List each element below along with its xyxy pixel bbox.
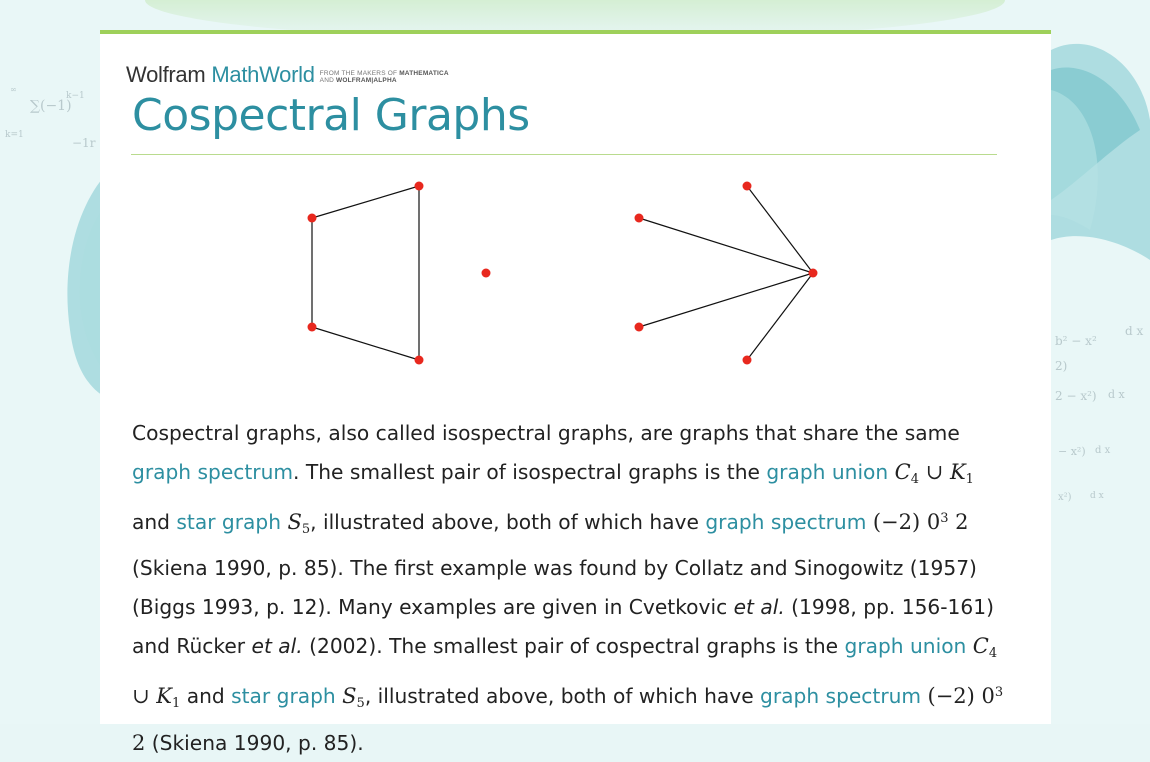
math-spectrum: (−2) $0^3$ 2: [872, 509, 969, 534]
bg-formula-sum-sup: k−1: [66, 91, 85, 101]
node-l2: [415, 182, 424, 191]
bg-formula-sum-top: ∞: [10, 85, 17, 94]
article-body: [132, 414, 1012, 762]
math-s5-2: $S_5$: [342, 683, 365, 711]
link-graph-union[interactable]: graph union: [766, 459, 889, 484]
article-card: [100, 30, 1051, 755]
edge-l3: [312, 327, 419, 360]
logo-mathworld: MathWorld: [211, 62, 315, 87]
edge-l1: [312, 186, 419, 218]
bg-formula-sum: ∑(−1): [30, 98, 72, 114]
edge-r1: [747, 186, 813, 273]
bg-formula-sum-bottom: k=1: [5, 130, 24, 140]
bg-formula-frag3: 2 − x²): [1055, 389, 1097, 403]
logo-tagline: [320, 70, 449, 84]
bg-formula-dx-4: d x: [1090, 491, 1104, 501]
math-c4-union-k1: $C_4$ ∪ $K_1$: [894, 459, 974, 487]
math-c4-union-k1-2: $C_4$ ∪ $K_1$: [132, 633, 998, 711]
cospectral-graphs-figure: [100, 164, 1051, 384]
body-s1: Cospectral graphs, also called isospectral graphs, are graphs that share the same: [132, 421, 960, 445]
node-r3: [635, 323, 644, 332]
bg-formula-frag: −1r: [72, 136, 96, 150]
body-etal-1: et al.: [733, 595, 785, 620]
body-s3: and: [132, 509, 170, 534]
body-s8: and: [186, 683, 225, 708]
tagline-line2: AND: [319, 77, 334, 84]
edge-r2: [639, 218, 813, 273]
bg-formula-dx-3: d x: [1095, 445, 1111, 456]
tagline-bold2: WOLFRAM|ALPHA: [336, 77, 397, 84]
site-logo[interactable]: [126, 62, 449, 88]
link-star-graph-2[interactable]: star graph: [231, 683, 336, 708]
logo-wolfram: Wolfram: [126, 62, 206, 87]
tagline-bold1: MATHEMATICA: [399, 70, 449, 77]
node-r-center: [809, 269, 818, 278]
math-spectrum-2: (−2) $0^3$ 2: [132, 683, 1004, 755]
body-s5: (Skiena 1990, p. 85). The first example was found by Collatz and Sinogowitz (1957) (Biggs 1993, p. 12). Many examples are given in Cvetkovic: [132, 556, 977, 620]
node-l4: [308, 323, 317, 332]
link-graph-spectrum-2[interactable]: graph spectrum: [705, 509, 867, 534]
edge-r3: [639, 273, 813, 327]
title-divider: [131, 154, 997, 155]
link-graph-union-2[interactable]: graph union: [844, 633, 967, 658]
bg-formula-integrand: b² − x²: [1055, 334, 1097, 348]
math-s5: $S_5$: [287, 509, 311, 537]
body-s6: (1998, pp. 156-161) and Rücker: [132, 595, 994, 658]
node-r2: [635, 214, 644, 223]
tagline-line1: FROM THE MAKERS OF: [319, 70, 398, 77]
link-star-graph[interactable]: star graph: [176, 509, 282, 534]
body-s4: , illustrated above, both of which have: [310, 509, 699, 534]
bg-formula-dx-2: d x: [1108, 388, 1125, 401]
node-r1: [743, 182, 752, 191]
bg-formula-frag5: x²): [1058, 492, 1072, 503]
link-graph-spectrum[interactable]: graph spectrum: [132, 459, 294, 484]
body-s2: . The smallest pair of isospectral graphs is the: [293, 459, 760, 484]
node-isolated: [482, 269, 491, 278]
body-etal-2: et al.: [251, 633, 303, 658]
edge-r4: [747, 273, 813, 360]
node-r4: [743, 356, 752, 365]
node-l3: [415, 356, 424, 365]
bg-formula-frag4: − x²): [1058, 445, 1086, 458]
bg-formula-frag2: 2): [1055, 359, 1068, 373]
link-graph-spectrum-3[interactable]: graph spectrum: [760, 683, 922, 708]
bg-formula-dx-1: d x: [1125, 324, 1144, 338]
body-s10: (Skiena 1990, p. 85).: [151, 730, 364, 755]
body-s9: , illustrated above, both of which have: [364, 683, 754, 708]
node-l1: [308, 214, 317, 223]
body-s7: (2002). The smallest pair of cospectral graphs is the: [309, 633, 839, 658]
page-title: Cospectral Graphs: [132, 90, 530, 141]
